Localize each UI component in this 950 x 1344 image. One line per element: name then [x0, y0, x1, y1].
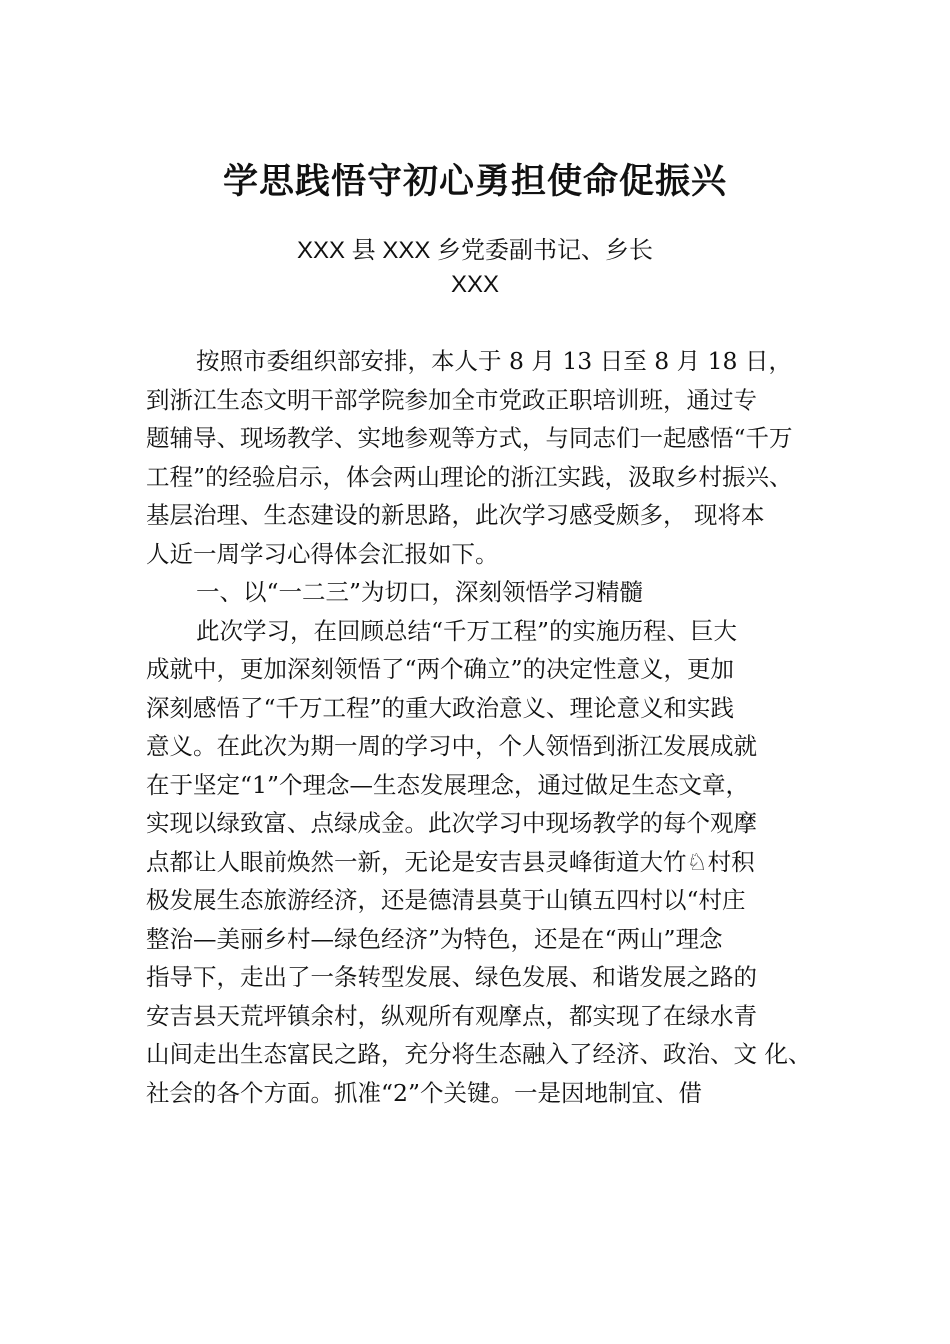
body-line: 此次学习，在回顾总结“千万工程”的实施历程、巨大 — [196, 616, 738, 645]
body-line: 山间走出生态富民之路，充分将生态融入了经济、政治、文 化、 — [146, 1040, 812, 1068]
body-line: 题辅导、现场教学、实地参观等方式，与同志们一起感悟“千万 — [146, 424, 793, 452]
body-line: 意义。在此次为期一周的学习中，个人领悟到浙江发展成就 — [146, 732, 757, 760]
body-line: 按照市委组织部安排，本人于 8 月 13 日至 8 月 18 日， — [196, 347, 792, 375]
body-line: 实现以绿致富、点绿成金。此次学习中现场教学的每个观摩 — [146, 809, 757, 837]
author-block — [0, 234, 950, 302]
body-line: 一、以“一二三”为切口，深刻领悟学习精髓 — [196, 578, 644, 606]
body-line: 工程”的经验启示，体会两山理论的浙江实践，汲取乡村振兴、 — [146, 462, 793, 491]
body-line: 深刻感悟了“千万工程”的重大政治意义、理论意义和实践 — [146, 693, 735, 722]
author-position: XXX 县 XXX 乡党委副书记、乡长 — [296, 237, 654, 264]
author-name: XXX — [450, 271, 500, 298]
body-line: 到浙江生态文明干部学院参加全市党政正职培训班，通过专 — [146, 385, 757, 414]
body-line: 指导下，走出了一条转型发展、绿色发展、和谐发展之路的 — [146, 963, 757, 991]
body-line: 极发展生态旅游经济，还是德清县莫于山镇五四村以“村庄 — [146, 886, 746, 914]
body-line: 基层治理、生态建设的新思路，此次学习感受颇多， 现将本 — [146, 501, 765, 529]
body-line: 安吉县天荒坪镇余村，纵观所有观摩点，都实现了在绿水青 — [146, 1001, 757, 1030]
document-title: 学思践悟守初心勇担使命促振兴 — [222, 161, 727, 202]
body-line: 点都让人眼前焕然一新，无论是安吉县灵峰街道大竹♘村积 — [146, 847, 755, 876]
body-text — [146, 342, 836, 1112]
body-line: 社会的各个方面。抓准“2”个关键。一是因地制宜、借 — [146, 1078, 702, 1107]
body-line: 人近一周学习心得体会汇报如下。 — [146, 539, 499, 568]
body-line: 在于坚定“1”个理念—生态发展理念，通过做足生态文章， — [146, 770, 749, 799]
body-line: 整治—美丽乡村—绿色经济”为特色，还是在“两山”理念 — [146, 924, 723, 953]
body-line: 成就中，更加深刻领悟了“两个确立”的决定性意义，更加 — [146, 655, 735, 683]
